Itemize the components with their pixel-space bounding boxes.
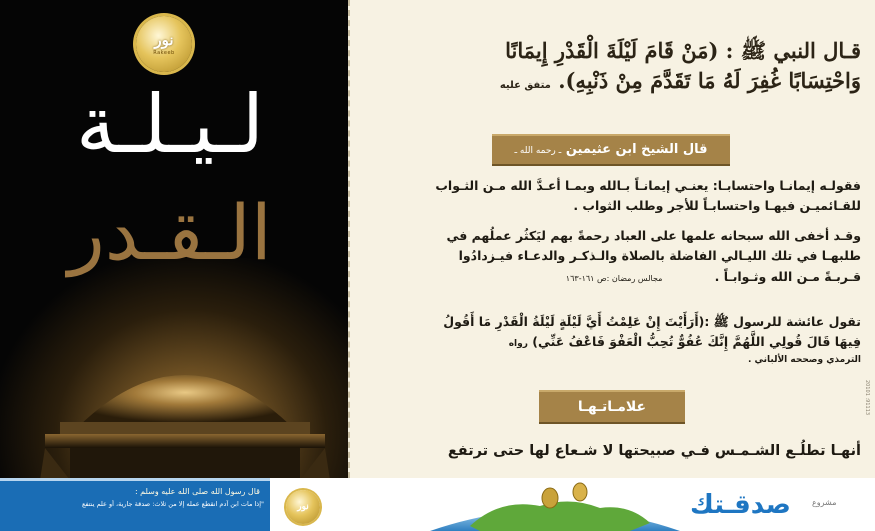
paragraph-2: [371, 226, 861, 287]
banner-quote-box: [0, 478, 270, 531]
uthaymeen-label-main: قال الشيخ ابن عثيمين: [565, 142, 708, 157]
paragraph-2-line-3-text: قـربـةً مـن الله وثـوابـاً .: [714, 268, 861, 284]
paragraph-2-line-1: وقـد أخفى الله سبحانه علمها على العباد رحمةً بهم ليَكثُر عملُهم في: [446, 228, 861, 243]
project-label: مشروع: [812, 498, 837, 507]
banner-quote-intro: قال رسول الله صلى الله عليه وسلم :: [134, 487, 260, 496]
hadith-line-2-text: وَاحْتِسَابًا غُفِرَ لَهُ مَا تَقَدَّمَ مِنْ ذَنْبِهِ).: [558, 68, 861, 94]
poster-title-line1: لـيـلـة: [75, 78, 265, 171]
content-panel: [348, 0, 875, 478]
banner-logo: [286, 490, 320, 524]
banner-logo-mark: نور: [297, 502, 309, 512]
hadith-source: متفق عليه: [499, 80, 551, 92]
poster-title-line2: الـقـدر: [68, 188, 272, 277]
poster-panel: [0, 0, 348, 478]
globe-illustration: [430, 478, 680, 531]
paragraph-1-line-1: فقولـه إيمانـا واحتسابـا: يعنـي إيمانـاً بـالله وبمـا أعـدَّ الله مـن الثـواب: [435, 178, 861, 193]
uthaymeen-label-suffix: ـ رحمه الله ـ: [514, 146, 562, 156]
paragraph-2-source: مجالس رمضان :ص ١٦١-١٦٣: [565, 273, 663, 283]
paragraph-2-line-2: طلبهـا في تلك الليـالي الفاضلة بالصلاة والـذكـر والدعـاء فيـزدادُوا: [458, 248, 861, 264]
project-name: صدقـتك: [690, 490, 791, 520]
logo-badge: [136, 16, 192, 72]
logo-mark: نور: [154, 30, 174, 49]
signs-label: علامـاتـهـا: [539, 390, 685, 424]
paragraph-3-line-2-text: فِيهَا قَالَ قُولِي اللَّهُمَّ إِنَّكَ عُفُوٌّ تُحِبُّ الْعَفْوَ فَاعْفُ عَنِّي): [532, 334, 861, 350]
side-code: 20101 :91113: [864, 380, 870, 416]
hadith-block: [391, 36, 861, 97]
paragraph-2-line-3: [371, 267, 861, 287]
uthaymeen-label: [492, 134, 730, 166]
paragraph-1: [371, 176, 861, 217]
hadith-line-2: [391, 66, 861, 96]
paragraph-3: [371, 312, 861, 367]
bottom-banner: [0, 478, 875, 531]
paragraph-3-line-2-source: رواه: [508, 339, 528, 350]
paragraph-3-line-2: [371, 332, 861, 352]
paragraph-1-line-2: للقـائميـن فيهـا واحتسابـاً للأجر وطلب الثواب .: [573, 198, 861, 214]
banner-quote-text: "إذا مات ابن آدم انقطع عمله إلا من ثلاث: صدقة جارية، أو علم ينتفع: [82, 500, 264, 508]
paragraph-3-line-1: تقول عائشة للرسول ﷺ :(أَرَأَيْتَ إِنْ عَلِمْتُ أَيَّ لَيْلَةٍ لَيْلَةُ الْقَدْرِ مَا أَقُولُ: [443, 314, 861, 329]
paragraph-3-line-3: الترمذي وصححه الألباني .: [747, 354, 861, 365]
logo-subtitle: Rakeeb: [153, 49, 175, 56]
dome-illustration: [40, 330, 330, 478]
paragraph-4: أنهـا تطلُـع الشـمـس فـي صبيحتها لا شـعاع لها حتى ترتفع: [447, 443, 861, 459]
hadith-line-1: قـال النبي ﷺ : (مَنْ قَامَ لَيْلَةَ الْقَدْرِ إِيمَانًا: [505, 38, 861, 63]
